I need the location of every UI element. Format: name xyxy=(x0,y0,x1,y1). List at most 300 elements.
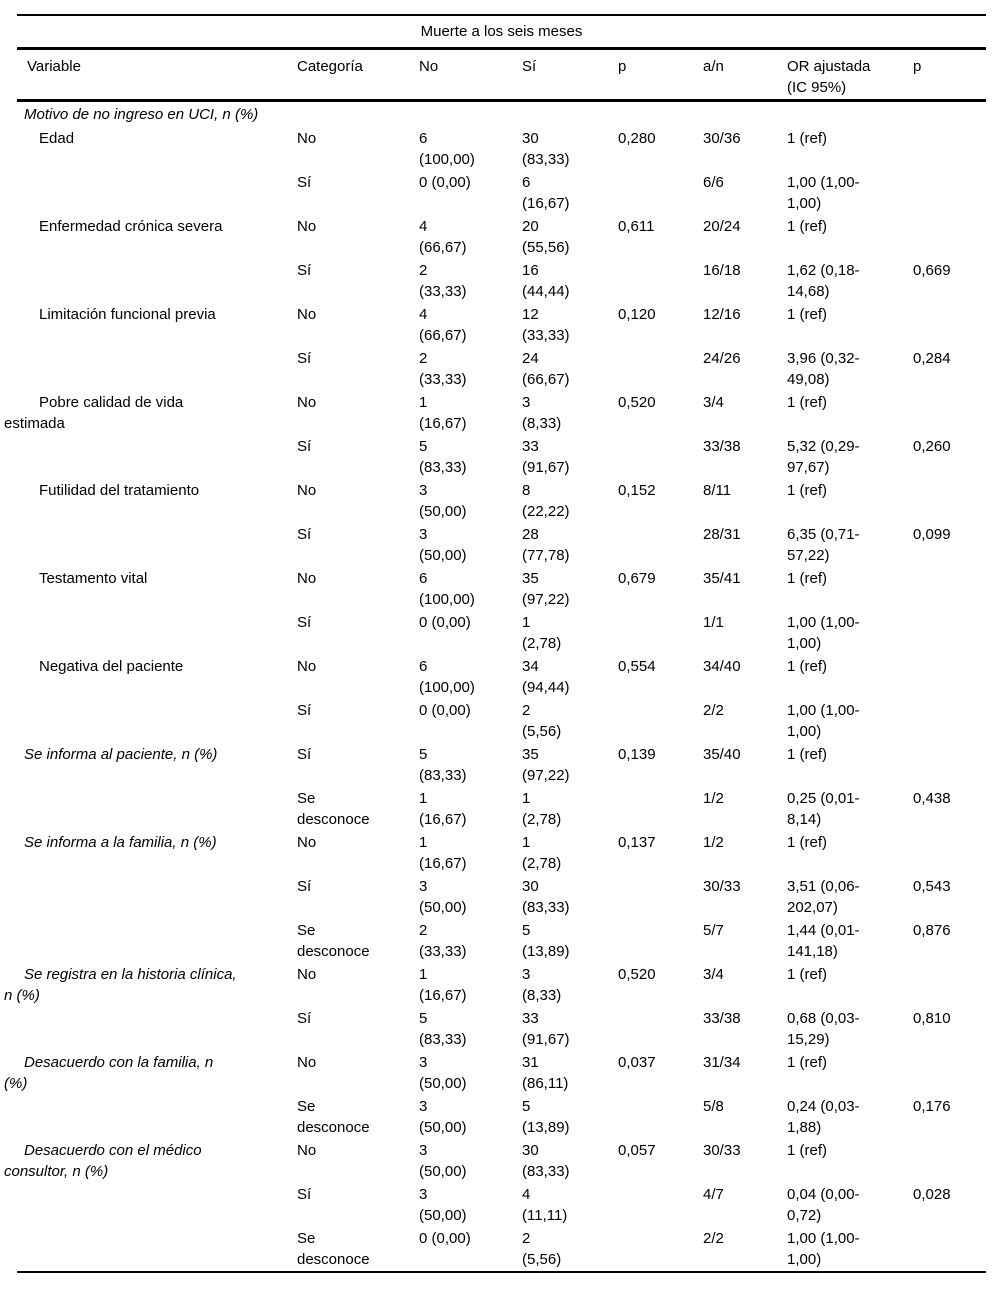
cell-or-ajustada xyxy=(787,920,909,962)
cell-or-ajustada-line: 3,96 (0,32- xyxy=(787,350,860,367)
cell-p-line: 0,520 xyxy=(618,966,656,983)
cell-si xyxy=(522,216,614,258)
cell-si-line: 30 xyxy=(522,1142,539,1159)
cell-no-line: (50,00) xyxy=(419,899,467,916)
cell-si-line: 1 xyxy=(522,834,531,851)
cell-p-adjusted xyxy=(913,920,983,941)
cell-no-line: (16,67) xyxy=(419,811,467,828)
cell-or-ajustada-line: 1 (ref) xyxy=(787,306,828,323)
cell-or-ajustada xyxy=(787,436,909,478)
cell-variable xyxy=(4,216,296,237)
cell-an xyxy=(703,744,783,765)
cell-p-adjusted xyxy=(913,348,983,369)
column-header-or-line2: (IC 95%) xyxy=(787,79,847,96)
cell-an-line: 28/31 xyxy=(703,526,741,543)
cell-or-ajustada-line: 1 (ref) xyxy=(787,966,828,983)
cell-variable xyxy=(4,104,296,125)
cell-category-line: No xyxy=(297,658,317,675)
cell-category-line: No xyxy=(297,394,317,411)
cell-no-line: (50,00) xyxy=(419,503,467,520)
cell-category-line: Sí xyxy=(297,262,312,279)
cell-no-line: 6 xyxy=(419,570,428,587)
cell-category-line: No xyxy=(297,1142,317,1159)
cell-category xyxy=(297,260,415,281)
cell-no-line: (100,00) xyxy=(419,679,475,696)
cell-si xyxy=(522,1228,614,1270)
cell-or-ajustada xyxy=(787,700,909,742)
cell-si-line: 2 xyxy=(522,1230,531,1247)
cell-si-line: (86,11) xyxy=(522,1075,569,1092)
cell-an xyxy=(703,480,783,501)
table-row xyxy=(0,568,1000,612)
table-row xyxy=(0,964,1000,1008)
cell-no xyxy=(419,260,519,302)
cell-an-line: 4/7 xyxy=(703,1186,724,1203)
cell-an-line: 12/16 xyxy=(703,306,741,323)
cell-or-ajustada-line: 3,51 (0,06- xyxy=(787,878,860,895)
cell-an-line: 8/11 xyxy=(703,482,732,499)
table-top-rule xyxy=(17,14,986,16)
cell-an-line: 6/6 xyxy=(703,174,724,191)
cell-an-line: 1/2 xyxy=(703,834,724,851)
cell-an xyxy=(703,1008,783,1029)
cell-no-line: 3 xyxy=(419,526,428,543)
cell-si xyxy=(522,876,614,918)
cell-or-ajustada-line: 1 (ref) xyxy=(787,834,828,851)
cell-si-line: (13,89) xyxy=(522,1119,570,1136)
cell-si xyxy=(522,392,614,434)
cell-no xyxy=(419,876,519,918)
cell-no-line: 1 xyxy=(419,834,428,851)
cell-or-ajustada xyxy=(787,568,909,589)
cell-or-ajustada xyxy=(787,348,909,390)
cell-an-line: 33/38 xyxy=(703,438,741,455)
cell-or-ajustada xyxy=(787,524,909,566)
cell-si-line: 30 xyxy=(522,130,539,147)
cell-or-ajustada-line: 1,00) xyxy=(787,1251,822,1268)
cell-or-ajustada-line: 1,44 (0,01- xyxy=(787,922,860,939)
cell-or-ajustada-line: 1 (ref) xyxy=(787,218,828,235)
cell-si-line: 5 xyxy=(522,1098,531,1115)
cell-category-line: Sí xyxy=(297,174,312,191)
cell-si xyxy=(522,1052,614,1094)
cell-variable-line: Desacuerdo con la familia, n xyxy=(24,1054,214,1071)
cell-si-line: (83,33) xyxy=(522,899,570,916)
cell-p xyxy=(618,216,698,237)
table-row xyxy=(0,876,1000,920)
cell-si-line: 4 xyxy=(522,1186,531,1203)
cell-category-line: desconoce xyxy=(297,811,370,828)
cell-an xyxy=(703,964,783,985)
cell-an xyxy=(703,216,783,237)
cell-category-line: Se xyxy=(297,1098,316,1115)
cell-si-line: (11,11) xyxy=(522,1207,568,1224)
cell-an xyxy=(703,1184,783,1205)
cell-variable-line: Testamento vital xyxy=(39,570,148,587)
cell-an xyxy=(703,920,783,941)
column-header-or-line1: OR ajustada xyxy=(787,58,871,75)
cell-or-ajustada-line: 1,00) xyxy=(787,635,822,652)
cell-variable-line: Enfermedad crónica severa xyxy=(39,218,223,235)
cell-si-line: (97,22) xyxy=(522,767,570,784)
cell-category xyxy=(297,1140,415,1161)
cell-si xyxy=(522,1184,614,1226)
cell-si-line: 1 xyxy=(522,790,531,807)
cell-or-ajustada-line: 1,00) xyxy=(787,195,822,212)
cell-p-adjusted-line: 0,284 xyxy=(913,350,951,367)
cell-category-line: Sí xyxy=(297,438,312,455)
cell-category xyxy=(297,612,415,633)
cell-p-adjusted-line: 0,876 xyxy=(913,922,951,939)
cell-p xyxy=(618,480,698,501)
cell-an-line: 35/40 xyxy=(703,746,741,763)
cell-si xyxy=(522,524,614,566)
cell-category xyxy=(297,172,415,193)
cell-no xyxy=(419,612,519,633)
cell-no xyxy=(419,700,519,721)
cell-no-line: 3 xyxy=(419,482,428,499)
cell-or-ajustada-line: 1,00) xyxy=(787,723,822,740)
section-row xyxy=(0,104,1000,128)
cell-an-line: 34/40 xyxy=(703,658,741,675)
cell-no-line: 4 xyxy=(419,306,428,323)
cell-category-line: Sí xyxy=(297,878,312,895)
cell-an xyxy=(703,128,783,149)
cell-no-line: 5 xyxy=(419,1010,428,1027)
cell-an xyxy=(703,876,783,897)
table-row xyxy=(0,304,1000,348)
cell-or-ajustada-line: 0,04 (0,00- xyxy=(787,1186,860,1203)
column-header-variable: Variable xyxy=(27,58,81,75)
cell-an xyxy=(703,172,783,193)
cell-or-ajustada-line: 14,68) xyxy=(787,283,830,300)
cell-category xyxy=(297,128,415,149)
cell-no-line: 6 xyxy=(419,658,428,675)
cell-si-line: (94,44) xyxy=(522,679,570,696)
cell-p-adjusted-line: 0,438 xyxy=(913,790,951,807)
cell-si xyxy=(522,744,614,786)
cell-variable-line: Edad xyxy=(39,130,75,147)
cell-no xyxy=(419,436,519,478)
column-header-or-ajustada xyxy=(787,56,909,98)
cell-category-line: No xyxy=(297,834,317,851)
cell-si-line: 20 xyxy=(522,218,539,235)
column-header-no: No xyxy=(419,58,439,75)
cell-category-line: No xyxy=(297,306,317,323)
cell-or-ajustada-line: 49,08) xyxy=(787,371,830,388)
cell-no-line: (66,67) xyxy=(419,239,467,256)
cell-category xyxy=(297,1096,415,1138)
cell-an xyxy=(703,1096,783,1117)
cell-category xyxy=(297,348,415,369)
cell-variable-line: Limitación funcional previa xyxy=(39,306,216,323)
cell-or-ajustada xyxy=(787,304,909,325)
cell-category-line: No xyxy=(297,570,317,587)
cell-p-adjusted xyxy=(913,524,983,545)
cell-variable-line: (%) xyxy=(4,1075,28,1092)
cell-p-line: 0,137 xyxy=(618,834,656,851)
cell-no xyxy=(419,348,519,390)
cell-no-line: 3 xyxy=(419,1142,428,1159)
cell-si-line: (83,33) xyxy=(522,1163,570,1180)
cell-an xyxy=(703,568,783,589)
cell-category xyxy=(297,832,415,853)
table-bottom-rule xyxy=(17,1271,986,1273)
cell-p-adjusted xyxy=(913,260,983,281)
cell-p-adjusted-line: 0,669 xyxy=(913,262,951,279)
cell-no xyxy=(419,392,519,434)
cell-si-line: (5,56) xyxy=(522,1251,562,1268)
cell-si xyxy=(522,964,614,1006)
cell-p-adjusted-line: 0,028 xyxy=(913,1186,951,1203)
cell-category-line: Sí xyxy=(297,526,312,543)
cell-no-line: (100,00) xyxy=(419,591,475,608)
cell-or-ajustada-line: 0,72) xyxy=(787,1207,822,1224)
cell-si xyxy=(522,568,614,610)
cell-si xyxy=(522,656,614,698)
cell-p-line: 0,139 xyxy=(618,746,656,763)
cell-category-line: Sí xyxy=(297,1186,312,1203)
cell-variable xyxy=(4,568,296,589)
cell-an xyxy=(703,524,783,545)
table-row xyxy=(0,700,1000,744)
cell-category-line: No xyxy=(297,966,317,983)
cell-or-ajustada-line: 1 (ref) xyxy=(787,658,828,675)
cell-si-line: (8,33) xyxy=(522,415,562,432)
cell-or-ajustada xyxy=(787,876,909,918)
cell-variable xyxy=(4,392,296,434)
cell-si xyxy=(522,436,614,478)
table-row xyxy=(0,1140,1000,1184)
cell-category xyxy=(297,1228,415,1270)
cell-variable-line: n (%) xyxy=(4,987,40,1004)
cell-p xyxy=(618,744,698,765)
cell-no xyxy=(419,1140,519,1182)
cell-or-ajustada xyxy=(787,656,909,677)
cell-variable xyxy=(4,480,296,501)
cell-or-ajustada xyxy=(787,832,909,853)
cell-category-line: Sí xyxy=(297,1010,312,1027)
cell-no xyxy=(419,1008,519,1050)
cell-an-line: 16/18 xyxy=(703,262,741,279)
cell-no xyxy=(419,304,519,346)
cell-an-line: 30/33 xyxy=(703,1142,741,1159)
cell-no xyxy=(419,920,519,962)
cell-or-ajustada xyxy=(787,172,909,214)
cell-si-line: 2 xyxy=(522,702,531,719)
cell-p-adjusted xyxy=(913,1096,983,1117)
cell-si xyxy=(522,1008,614,1050)
cell-or-ajustada-line: 15,29) xyxy=(787,1031,830,1048)
table-row xyxy=(0,832,1000,876)
cell-p xyxy=(618,1052,698,1073)
cell-p-adjusted-line: 0,176 xyxy=(913,1098,951,1115)
cell-p xyxy=(618,832,698,853)
cell-si-line: 5 xyxy=(522,922,531,939)
column-header-p-adjusted: p xyxy=(913,58,922,75)
table-row xyxy=(0,128,1000,172)
cell-si-line: (44,44) xyxy=(522,283,570,300)
table-row xyxy=(0,1228,1000,1272)
cell-category xyxy=(297,788,415,830)
cell-or-ajustada-line: 8,14) xyxy=(787,811,822,828)
cell-or-ajustada-line: 1,88) xyxy=(787,1119,822,1136)
cell-variable-line: estimada xyxy=(4,415,65,432)
cell-si xyxy=(522,348,614,390)
cell-no xyxy=(419,128,519,170)
cell-si xyxy=(522,260,614,302)
cell-category-line: Se xyxy=(297,790,316,807)
cell-or-ajustada-line: 1,00 (1,00- xyxy=(787,702,860,719)
cell-no xyxy=(419,1184,519,1226)
cell-si-line: (16,67) xyxy=(522,195,570,212)
cell-or-ajustada-line: 1,00 (1,00- xyxy=(787,1230,860,1247)
cell-or-ajustada xyxy=(787,392,909,413)
table-row xyxy=(0,348,1000,392)
table-row xyxy=(0,744,1000,788)
cell-si xyxy=(522,480,614,522)
cell-si xyxy=(522,788,614,830)
cell-an-line: 30/33 xyxy=(703,878,741,895)
cell-si-line: (2,78) xyxy=(522,811,562,828)
cell-no-line: (83,33) xyxy=(419,767,467,784)
cell-si-line: 31 xyxy=(522,1054,539,1071)
cell-variable xyxy=(4,304,296,325)
cell-p-adjusted-line: 0,260 xyxy=(913,438,951,455)
cell-category-line: Sí xyxy=(297,702,312,719)
cell-no-line: 4 xyxy=(419,218,428,235)
cell-variable xyxy=(4,1140,296,1182)
cell-no-line: (50,00) xyxy=(419,1163,467,1180)
cell-an-line: 3/4 xyxy=(703,966,724,983)
cell-no-line: (33,33) xyxy=(419,283,467,300)
cell-p-adjusted-line: 0,543 xyxy=(913,878,951,895)
cell-variable-line: Desacuerdo con el médico xyxy=(24,1142,202,1159)
cell-p-adjusted xyxy=(913,1184,983,1205)
cell-category-line: Sí xyxy=(297,746,312,763)
table-row xyxy=(0,1096,1000,1140)
cell-si-line: 33 xyxy=(522,438,539,455)
cell-no-line: (50,00) xyxy=(419,1207,467,1224)
cell-no xyxy=(419,216,519,258)
cell-or-ajustada xyxy=(787,1228,909,1270)
table-body xyxy=(0,104,1000,1272)
cell-or-ajustada-line: 141,18) xyxy=(787,943,838,960)
cell-category-line: desconoce xyxy=(297,943,370,960)
cell-si xyxy=(522,128,614,170)
cell-or-ajustada xyxy=(787,744,909,765)
cell-no-line: (66,67) xyxy=(419,327,467,344)
cell-category xyxy=(297,1184,415,1205)
cell-si-line: 1 xyxy=(522,614,531,631)
cell-an xyxy=(703,392,783,413)
cell-p xyxy=(618,568,698,589)
cell-no xyxy=(419,1096,519,1138)
cell-category-line: Se xyxy=(297,1230,316,1247)
cell-category xyxy=(297,304,415,325)
cell-p-adjusted xyxy=(913,436,983,457)
cell-no xyxy=(419,172,519,193)
cell-an-line: 35/41 xyxy=(703,570,741,587)
column-header-si: Sí xyxy=(522,58,537,75)
cell-no-line: 5 xyxy=(419,746,428,763)
cell-an xyxy=(703,1140,783,1161)
cell-category xyxy=(297,392,415,413)
table-row xyxy=(0,1184,1000,1228)
cell-or-ajustada-line: 1,00 (1,00- xyxy=(787,614,860,631)
cell-no xyxy=(419,964,519,1006)
cell-p xyxy=(618,392,698,413)
cell-or-ajustada-line: 1 (ref) xyxy=(787,1142,828,1159)
cell-no-line: (16,67) xyxy=(419,415,467,432)
cell-p-line: 0,554 xyxy=(618,658,656,675)
cell-si-line: 35 xyxy=(522,570,539,587)
cell-or-ajustada xyxy=(787,1184,909,1226)
cell-an xyxy=(703,612,783,633)
cell-category-line: Sí xyxy=(297,350,312,367)
cell-or-ajustada xyxy=(787,128,909,149)
cell-category xyxy=(297,876,415,897)
cell-p-line: 0,280 xyxy=(618,130,656,147)
table-row xyxy=(0,172,1000,216)
cell-p-line: 0,057 xyxy=(618,1142,656,1159)
cell-si-line: 6 xyxy=(522,174,531,191)
cell-or-ajustada-line: 1 (ref) xyxy=(787,130,828,147)
cell-or-ajustada xyxy=(787,216,909,237)
cell-or-ajustada xyxy=(787,612,909,654)
cell-si-line: (2,78) xyxy=(522,855,562,872)
cell-category xyxy=(297,480,415,501)
cell-si-line: 8 xyxy=(522,482,531,499)
cell-an xyxy=(703,788,783,809)
cell-no-line: 3 xyxy=(419,1098,428,1115)
cell-an xyxy=(703,700,783,721)
cell-category xyxy=(297,524,415,545)
cell-variable-line: Motivo de no ingreso en UCI, n (%) xyxy=(24,106,259,123)
cell-or-ajustada-line: 0,68 (0,03- xyxy=(787,1010,860,1027)
cell-si-line: 24 xyxy=(522,350,539,367)
cell-si-line: (2,78) xyxy=(522,635,562,652)
cell-category xyxy=(297,964,415,985)
cell-no xyxy=(419,524,519,566)
cell-si-line: (33,33) xyxy=(522,327,570,344)
cell-no xyxy=(419,832,519,874)
cell-an-line: 33/38 xyxy=(703,1010,741,1027)
cell-no-line: 3 xyxy=(419,878,428,895)
cell-category xyxy=(297,656,415,677)
cell-category-line: No xyxy=(297,482,317,499)
cell-variable-line: Se registra en la historia clínica, xyxy=(24,966,237,983)
column-header-an: a/n xyxy=(703,58,724,75)
cell-si-line: 12 xyxy=(522,306,539,323)
cell-or-ajustada-line: 1 (ref) xyxy=(787,394,828,411)
cell-an-line: 20/24 xyxy=(703,218,741,235)
cell-p-adjusted xyxy=(913,876,983,897)
cell-no-line: 0 (0,00) xyxy=(419,174,471,191)
cell-category xyxy=(297,568,415,589)
cell-no xyxy=(419,656,519,698)
cell-si-line: 3 xyxy=(522,966,531,983)
cell-variable-line: Pobre calidad de vida xyxy=(39,394,184,411)
cell-category-line: No xyxy=(297,130,317,147)
cell-p-adjusted xyxy=(913,1008,983,1029)
cell-p-adjusted-line: 0,099 xyxy=(913,526,951,543)
cell-no-line: (83,33) xyxy=(419,459,467,476)
cell-no-line: (16,67) xyxy=(419,987,467,1004)
cell-no-line: 0 (0,00) xyxy=(419,702,471,719)
cell-si-line: 30 xyxy=(522,878,539,895)
column-header-categoria: Categoría xyxy=(297,58,363,75)
